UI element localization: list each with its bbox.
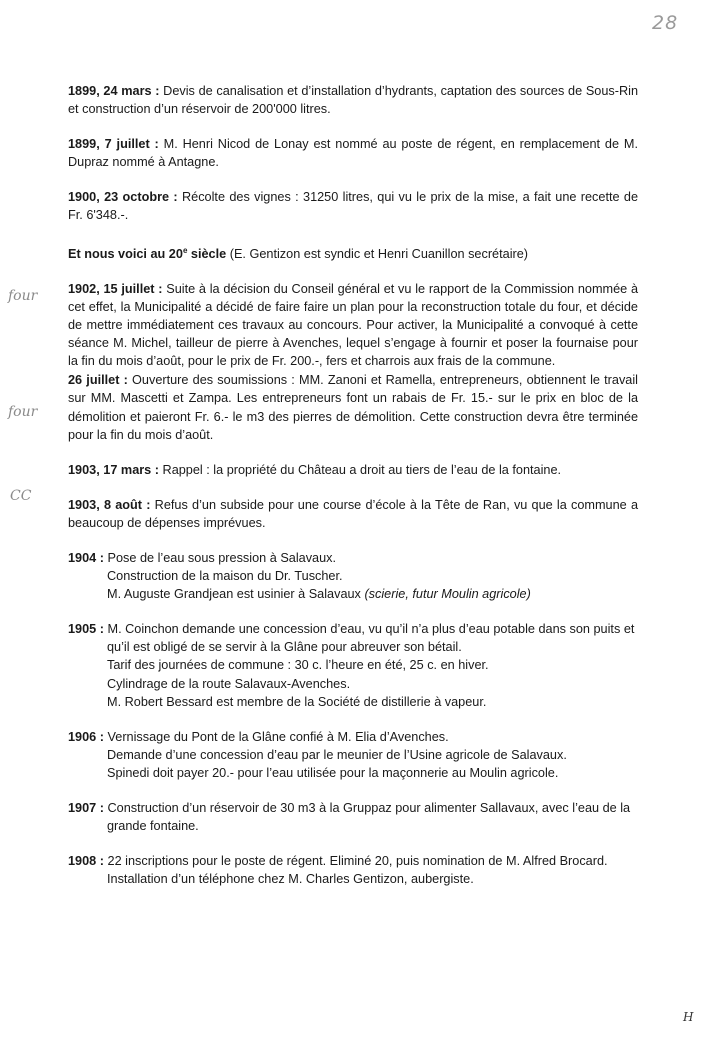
- entry-date: 1904 :: [68, 551, 104, 566]
- entry-20th-century: [68, 242, 638, 263]
- entry-date: 1903, 17 mars :: [68, 462, 159, 477]
- margin-note-four: four: [8, 288, 38, 304]
- entry-date: 1899, 7 juillet :: [68, 137, 159, 152]
- entry-1899-07: [68, 135, 638, 171]
- entry-line: Vernissage du Pont de la Glâne confié à M. Elia d’Avenches.: [107, 729, 449, 744]
- entry-1903-03: [68, 461, 638, 479]
- entry-1902-07-15: [68, 280, 638, 370]
- entry-text: M. Henri Nicod de Lonay est nommé au poste de régent, en remplacement de M. Dupraz nommé à Antagne.: [68, 137, 638, 170]
- page-number: 28: [652, 12, 679, 34]
- margin-note-four: four: [8, 404, 38, 420]
- entry-text: Ouverture des soumissions : MM. Zanoni et Ramella, entrepreneurs, obtiennent le travail sur MM. Mascetti et Zampa. Les entrepreneurs font un rabais de Fr. 15.- sur le prix en bloc de la démolition et paieront Fr. 6.- le m3 des pierres de démolition. Cette construction devra être terminée pour la fin du mois d’août.: [68, 373, 638, 442]
- entry-date: 1906 :: [68, 729, 104, 744]
- entry-text: Construction d’un réservoir de 30 m3 à la Gruppaz pour alimenter Sallavaux, avec l’eau de la grande fontaine.: [103, 801, 631, 834]
- entry-line: Spinedi doit payer 20.- pour l’eau utilisée pour la maçonnerie au Moulin agricole.: [107, 765, 559, 780]
- entry-date: 1907 :: [68, 801, 104, 816]
- entry-text: Récolte des vignes : 31250 litres, qui vu le prix de la mise, a fait une recette de Fr. 6'348.-.: [68, 190, 639, 223]
- entry-line: M. Auguste Grandjean est usinier à Salavaux (scierie, futur Moulin agricole): [107, 587, 531, 602]
- document-body: [68, 82, 638, 905]
- entry-line: Pose de l’eau sous pression à Salavaux.: [107, 551, 337, 566]
- entry-1902-07-26: [68, 371, 638, 443]
- entry-1908: [68, 852, 638, 888]
- entry-1903-08: [68, 496, 638, 532]
- footer-mark: H: [683, 1010, 694, 1024]
- entry-text: (E. Gentizon est syndic et Henri Cuanillon secrétaire): [226, 246, 529, 261]
- entry-line: 1905 : M. Coinchon demande une concession d’eau, vu qu’il n’a plus d’eau potable dans son puits et qu’il est obligé de se servir à la Glâne pour abreuver son bétail.: [68, 622, 635, 655]
- margin-note-cc: CC: [10, 488, 32, 504]
- entry-text: Rappel : la propriété du Château a droit au tiers de l’eau de la fontaine.: [159, 462, 562, 477]
- entry-date: 1902, 15 juillet :: [68, 281, 163, 296]
- entry-heading: Et nous voici au 20e siècle: [68, 245, 227, 261]
- entry-line: Tarif des journées de commune : 30 c. l’heure en été, 25 c. en hiver.: [107, 658, 489, 673]
- entry-line: Cylindrage de la route Salavaux-Avenches.: [107, 676, 351, 691]
- entry-line: M. Robert Bessard est membre de la Société de distillerie à vapeur.: [107, 694, 487, 709]
- entry-1904: [68, 549, 638, 603]
- entry-1900-10: [68, 188, 638, 224]
- entry-1907: [68, 799, 638, 835]
- entry-line: Installation d’un téléphone chez M. Charles Gentizon, aubergiste.: [107, 872, 474, 887]
- entry-1899-03: [68, 82, 638, 118]
- entry-text: Suite à la décision du Conseil général et vu le rapport de la Commission nommée à cet effet, la Municipalité a décidé de faire faire un plan pour la reconstruction totale du four, et décide de mettre immédiatement ces travaux au concours. Pour activer, la Municipalité a convoqué à cette séance M. Michel, tailleur de pierre à Avenches, lequel s’engage à fournir et poser la fournaise pour la fin du mois d’août, pour le prix de Fr. 200.-, fers et charrois aux frais de la commune.: [68, 281, 639, 369]
- entry-line: Demande d’une concession d’eau par le meunier de l’Usine agricole de Salavaux.: [107, 747, 567, 762]
- entry-line: 1908 : 22 inscriptions pour le poste de régent. Eliminé 20, puis nomination de M. Alfred Brocard.: [68, 854, 608, 869]
- entry-text: Refus d’un subside pour une course d’école à la Tête de Ran, vu que la commune a beaucoup de dépenses imprévues.: [68, 497, 638, 530]
- entry-date: 1900, 23 octobre :: [68, 190, 178, 205]
- entry-date: 1903, 8 août :: [68, 497, 151, 512]
- entry-1906: [68, 728, 638, 782]
- entry-1905: [68, 620, 638, 710]
- entry-line: Construction de la maison du Dr. Tuscher.: [107, 569, 343, 584]
- entry-text: Devis de canalisation et d’installation d’hydrants, captation des sources de Sous-Rin et construction d’un réservoir de 200'000 litres.: [68, 84, 638, 117]
- entry-date: 1899, 24 mars :: [68, 84, 160, 98]
- entry-date: 26 juillet :: [68, 373, 128, 388]
